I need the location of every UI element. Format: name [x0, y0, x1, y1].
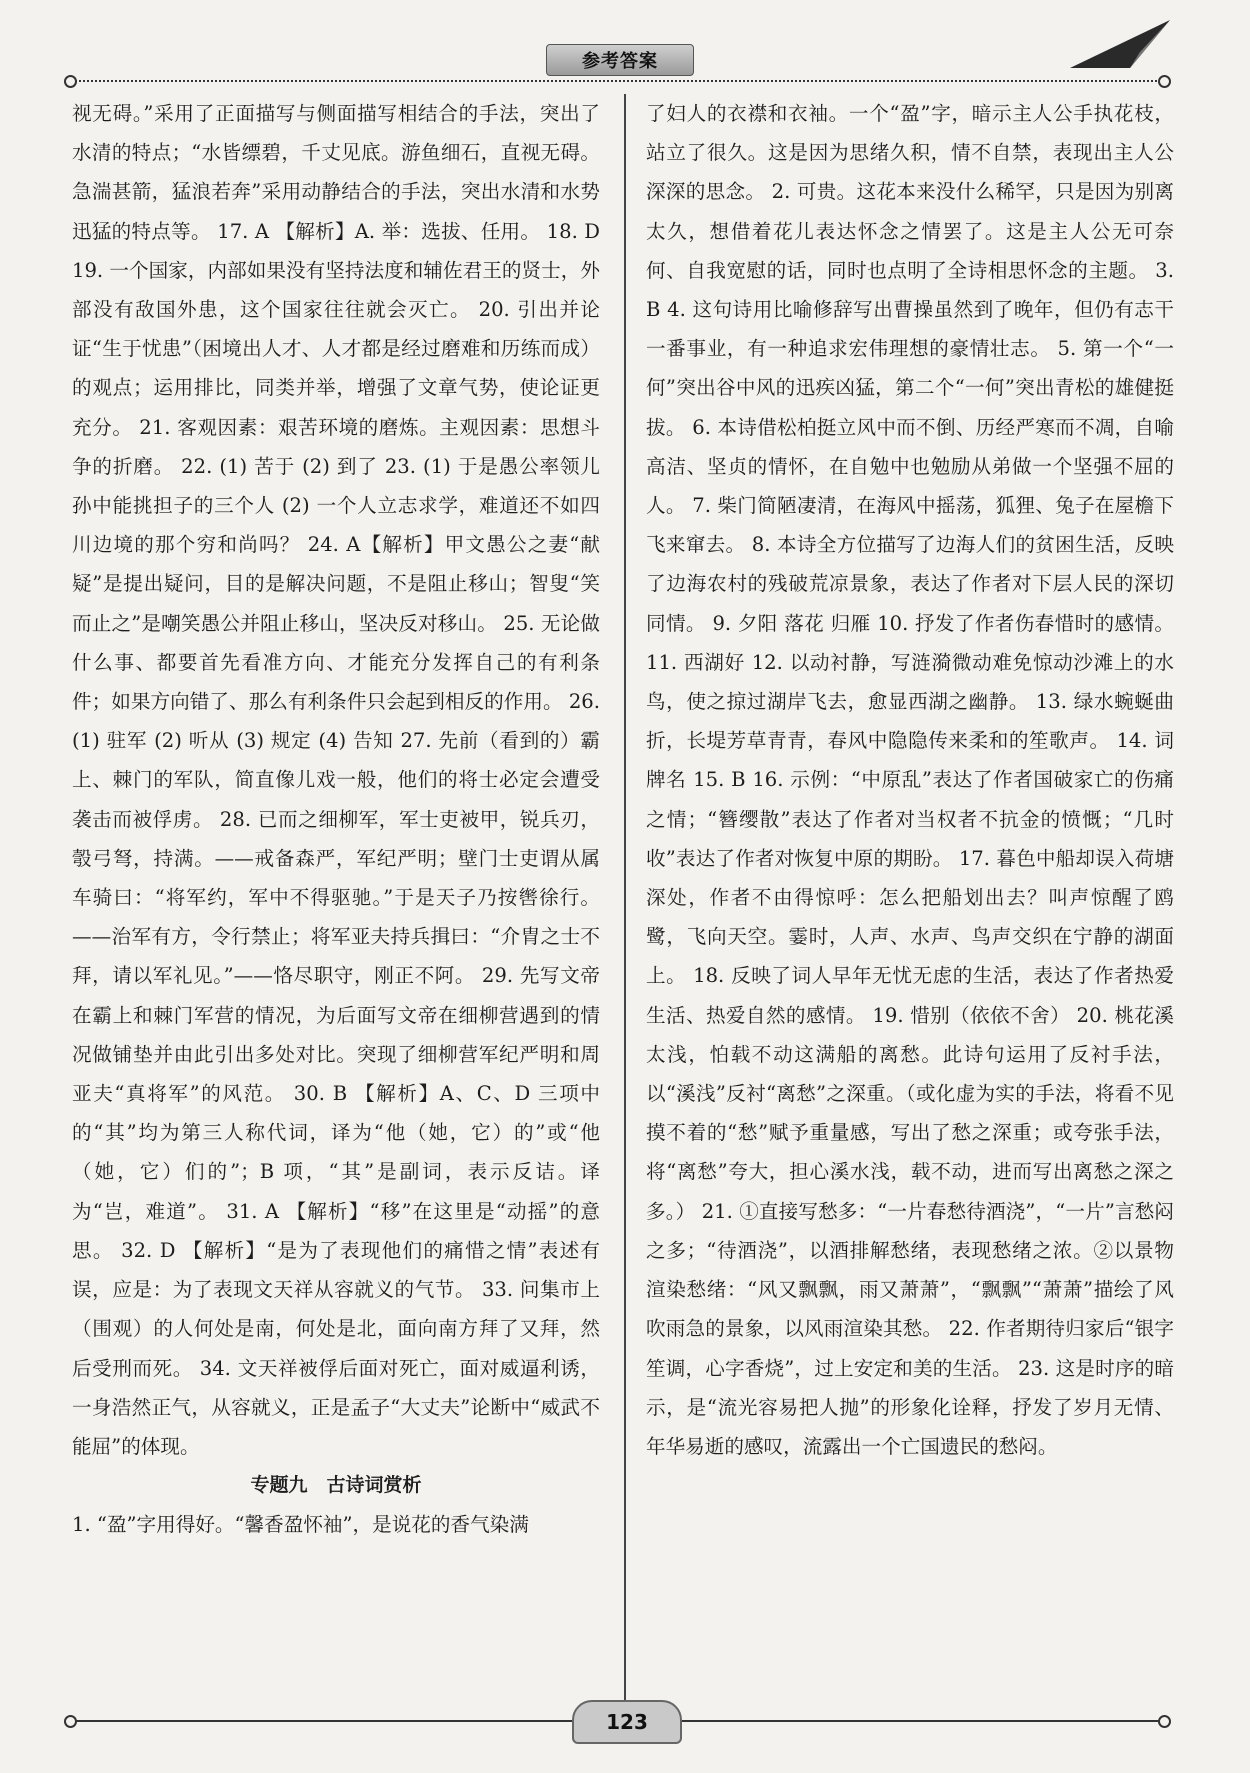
bottom-right-dot — [1158, 1715, 1171, 1728]
top-rule — [72, 80, 1164, 82]
paper-plane-icon — [1070, 18, 1170, 70]
top-left-dot — [64, 75, 77, 88]
left-column-final-text: 1. “盈”字用得好。“馨香盈怀袖”，是说花的香气染满 — [72, 1513, 529, 1537]
column-divider — [624, 94, 626, 1700]
top-right-dot — [1158, 75, 1171, 88]
left-column — [72, 94, 600, 1545]
right-column-text: 了妇人的衣襟和衣袖。一个“盈”字，暗示主人公手执花枝，站立了很久。这是因为思绪久积，情不自禁，表现出主人公深深的思念。 2. 可贵。这花本来没什么稀罕，只是因为别离太久，想借着花儿表达怀念之情罢了。这是主人公无可奈何、自我宽慰的话，同时也点明了全诗相思怀念的主题。 3. B 4. 这句诗用比喻修辞写出曹操虽然到了晚年，但仍有志干一番事业，有一种追求宏伟理想的豪情壮志。 5. 第一个“一何”突出谷中风的迅疾凶猛，第二个“一何”突出青松的雄健挺拔。 6. 本诗借松柏挺立风中而不倒、历经严寒而不凋，自喻高洁、坚贞的情怀，在自勉中也勉励从弟做一个坚强不屈的人。 7. 柴门简陋凄清，在海风中摇荡，狐狸、兔子在屋檐下飞来窜去。 8. 本诗全方位描写了边海人们的贫困生活，反映了边海农村的残破荒凉景象，表达了作者对下层人民的深切同情。 9. 夕阳 落花 归雁 10. 抒发了作者伤春惜时的感情。 11. 西湖好 12. 以动衬静，写涟漪微动难免惊动沙滩上的水鸟，使之掠过湖岸飞去，愈显西湖之幽静。 13. 绿水蜿蜒曲折，长堤芳草青青，春风中隐隐传来柔和的笙歌声。 14. 词牌名 15. B 16. 示例：“中原乱”表达了作者国破家亡的伤痛之情；“簪缨散”表达了作者对当权者不抗金的愤慨；“几时收”表达了作者对恢复中原的期盼。 17. 暮色中船却误入荷塘深处，作者不由得惊呼：怎么把船划出去？叫声惊醒了鸥鹭，飞向天空。霎时，人声、水声、鸟声交织在宁静的湖面上。 18. 反映了词人早年无忧无虑的生活，表达了作者热爱生活、热爱自然的感情。 19. 惜别（依依不舍） 20. 桃花溪太浅，怕载不动这满船的离愁。此诗句运用了反衬手法，以“溪浅”反衬“离愁”之深重。（或化虚为实的手法，将看不见摸不着的“愁”赋予重量感，写出了愁之深重；或夸张手法，将“离愁”夸大，担心溪水浅，载不动，进而写出离愁之深之多。） 21. ①直接写愁多：“一片春愁待酒浇”，“一片”言愁闷之多；“待酒浇”，以酒排解愁绪，表现愁绪之浓。②以景物渲染愁绪：“风又飘飘，雨又萧萧”，“飘飘”“萧萧”描绘了风吹雨急的景象，以风雨渲染其愁。 22. 作者期待归家后“银字笙调，心字香烧”，过上安定和美的生活。 23. 这是时序的暗示，是“流光容易把人抛”的形象化诠释，抒发了岁月无情、年华易逝的感叹，流露出一个亡国遗民的愁闷。 — [646, 102, 1174, 1458]
left-column-text: 视无碍。”采用了正面描写与侧面描写相结合的手法，突出了水清的特点；“水皆缥碧，千丈见底。游鱼细石，直视无碍。急湍甚箭，猛浪若奔”采用动静结合的手法，突出水清和水势迅猛的特点等。 17. A 【解析】A. 举：选拔、任用。 18. D 19. 一个国家，内部如果没有坚持法度和辅佐君王的贤士，外部没有敌国外患，这个国家往往就会灭亡。 20. 引出并论证“生于忧患”（困境出人才、人才都是经过磨难和历练而成）的观点；运用排比，同类并举，增强了文章气势，使论证更充分。 21. 客观因素：艰苦环境的磨炼。主观因素：思想斗争的折磨。 22. (1) 苦于 (2) 到了 23. (1) 于是愚公率领儿孙中能挑担子的三个人 (2) 一个人立志求学，难道还不如四川边境的那个穷和尚吗？ 24. A【解析】甲文愚公之妻“献疑”是提出疑问，目的是解决问题，不是阻止移山；智叟“笑而止之”是嘲笑愚公并阻止移山，坚决反对移山。 25. 无论做什么事、都要首先看准方向、才能充分发挥自己的有利条件；如果方向错了、那么有利条件只会起到相反的作用。 26. (1) 驻军 (2) 听从 (3) 规定 (4) 告知 27. 先前（看到的）霸上、棘门的军队，简直像儿戏一般，他们的将士必定会遭受袭击而被俘虏。 28. 已而之细柳军，军士吏被甲，锐兵刃，彀弓弩，持满。——戒备森严，军纪严明；壁门士吏谓从属车骑曰：“将军约，军中不得驱驰。”于是天子乃按辔徐行。——治军有方，令行禁止；将军亚夫持兵揖曰：“介胄之士不拜，请以军礼见。”——恪尽职守，刚正不阿。 29. 先写文帝在霸上和棘门军营的情况，为后面写文帝在细柳营遇到的情况做铺垫并由此引出多处对比。突现了细柳营军纪严明和周亚夫“真将军”的风范。 30. B 【解析】A、C、D 三项中的“其”均为第三人称代词，译为“他（她，它）的”或“他（她，它）们的”；B 项，“其”是副词，表示反诘。译为“岂，难道”。 31. A 【解析】“移”在这里是“动摇”的意思。 32. D 【解析】“是为了表现他们的痛惜之情”表述有误，应是：为了表现文天祥从容就义的气节。 33. 问集市上（围观）的人何处是南，何处是北，面向南方拜了又拜，然后受刑而死。 34. 文天祥被俘后面对死亡，面对威逼利诱，一身浩然正气，从容就义，正是孟子“大丈夫”论断中“威武不能屈”的体现。 — [72, 102, 600, 1458]
right-column — [646, 94, 1174, 1466]
section-title: 专题九 古诗词赏析 — [250, 1474, 422, 1497]
header-title: 参考答案 — [546, 44, 694, 76]
page-number: 123 — [572, 1700, 682, 1744]
bottom-left-dot — [64, 1715, 77, 1728]
